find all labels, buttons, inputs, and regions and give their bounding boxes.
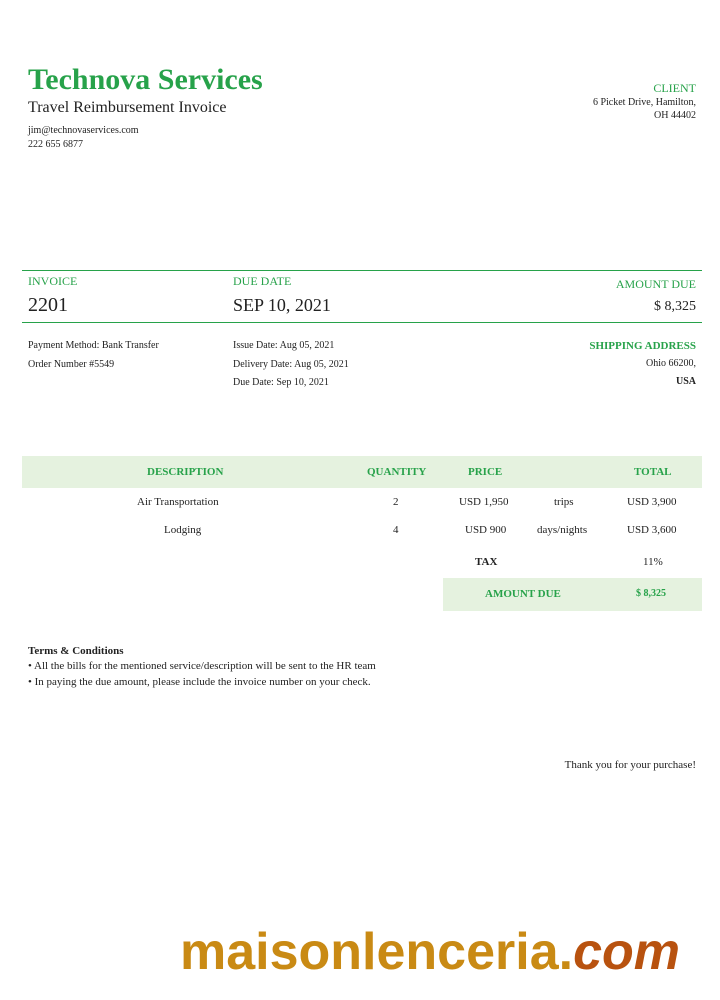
watermark-main: maisonlenceria. [180, 923, 574, 981]
header-quantity: QUANTITY [367, 466, 427, 478]
row2-description: Lodging [164, 524, 202, 536]
client-block [593, 80, 696, 122]
watermark-suffix: com [573, 923, 680, 981]
header-total: TOTAL [634, 466, 672, 478]
shipping-line1: Ohio 66200, [646, 358, 696, 369]
row1-quantity: 2 [393, 496, 399, 508]
bottom-divider [22, 322, 702, 323]
terms-title: Terms & Conditions [28, 645, 124, 657]
row1-total: USD 3,900 [627, 496, 677, 508]
table-amount-due-label: AMOUNT DUE [485, 588, 561, 600]
due-date-label: DUE DATE [233, 274, 292, 288]
delivery-date: Delivery Date: Aug 05, 2021 [233, 358, 349, 370]
invoice-number: 2201 [28, 294, 68, 316]
amount-due-label: AMOUNT DUE [615, 277, 696, 291]
company-name: Technova Services [28, 63, 263, 96]
row2-quantity: 4 [393, 524, 399, 536]
row2-unit: days/nights [537, 524, 588, 536]
row2-price: USD 900 [465, 524, 507, 536]
issue-date: Issue Date: Aug 05, 2021 [233, 340, 335, 351]
shipping-address [589, 337, 696, 391]
row1-price: USD 1,950 [459, 496, 509, 508]
thank-you-note: Thank you for your purchase! [564, 759, 696, 771]
due-date-value: SEP 10, 2021 [233, 295, 331, 315]
shipping-line2: USA [675, 376, 696, 387]
tax-value: 11% [643, 556, 663, 568]
table-amount-due-value: $ 8,325 [636, 588, 666, 599]
date-details [233, 337, 349, 393]
row2-total: USD 3,600 [627, 524, 677, 536]
top-divider [22, 270, 702, 271]
company-email: jim@technovaservices.com [28, 125, 139, 136]
meta-due-date: Due Date: Sep 10, 2021 [233, 377, 329, 388]
shipping-label: SHIPPING ADDRESS [589, 340, 696, 352]
payment-method: Payment Method: Bank Transfer [28, 340, 159, 351]
row1-unit: trips [554, 496, 574, 508]
header-price: PRICE [468, 466, 503, 478]
invoice-subtitle: Travel Reimbursement Invoice [28, 99, 227, 116]
company-contact [28, 124, 139, 152]
invoice-label: INVOICE [28, 274, 78, 288]
order-number: Order Number #5549 [28, 358, 115, 370]
client-label: CLIENT [653, 81, 696, 95]
table-header-row [22, 456, 702, 488]
amount-due-value: $ 8,325 [654, 299, 696, 314]
payment-details [28, 337, 159, 374]
header-description: DESCRIPTION [147, 466, 224, 478]
terms-line-1: • All the bills for the mentioned service/description will be sent to the HR team [28, 660, 376, 672]
client-address-line1: 6 Picket Drive, Hamilton, [592, 97, 696, 108]
company-phone: 222 655 6877 [28, 139, 83, 150]
row1-description: Air Transportation [137, 496, 219, 508]
terms-line-2: • In paying the due amount, please include the invoice number on your check. [28, 676, 371, 688]
tax-label: TAX [475, 556, 498, 568]
client-address-line2: OH 44402 [654, 110, 696, 121]
watermark [180, 922, 680, 982]
